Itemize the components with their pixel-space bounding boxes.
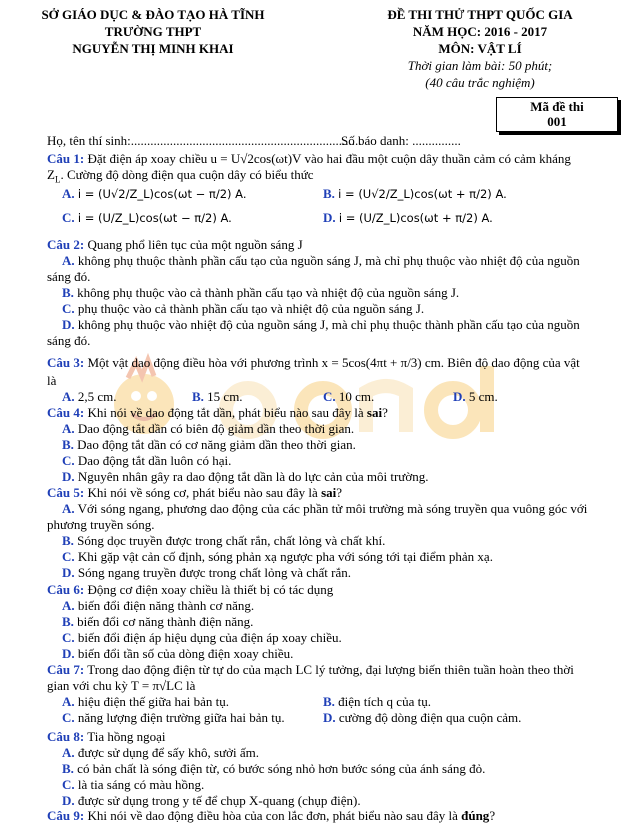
question-stem-cont: gian với chu kỳ T = π√LC là <box>47 678 196 693</box>
option-a[interactable]: i = (U√2/Z_L)cos(ωt − π/2) A. <box>77 187 247 201</box>
department-name: SỞ GIÁO DỤC & ĐÀO TẠO HÀ TĨNH <box>41 7 265 22</box>
option-a-letter: A. <box>62 745 75 760</box>
option-d-letter: D. <box>62 317 75 332</box>
option-row <box>47 389 625 405</box>
option-a-letter: A. <box>62 598 75 613</box>
question-stem: Đặt điện áp xoay chiều u = U√2cos(ωt)V vào hai đầu một cuộn dây thuần cảm có cảm kháng <box>87 151 571 166</box>
keyword-dung: đúng <box>461 808 490 823</box>
option-c[interactable]: Dao động tắt dần luôn có hại. <box>77 453 232 468</box>
option-d-letter: D. <box>62 469 75 484</box>
option-b-letter: B. <box>192 389 204 404</box>
school-year: NĂM HỌC: 2016 - 2017 <box>412 24 548 39</box>
question-stem: Khi nói về sóng cơ, phát biểu nào sau đây là <box>87 485 318 500</box>
question-mark: ? <box>336 485 343 500</box>
option-a[interactable]: hiệu điện thế giữa hai bản tụ. <box>77 694 229 709</box>
option-c-letter: C. <box>62 210 75 225</box>
school-type: TRƯỜNG THPT <box>104 24 202 39</box>
question-label: Câu 6: <box>47 582 85 597</box>
question-label: Câu 9: <box>47 808 85 823</box>
keyword-sai: sai <box>321 485 337 500</box>
option-c[interactable]: biến đổi điện áp hiệu dụng của điện áp xoay chiều. <box>77 630 342 645</box>
option-a[interactable]: Dao động tắt dần có biên độ giảm dần theo thời gian. <box>77 421 355 436</box>
option-c[interactable]: phụ thuộc vào cả thành phần cấu tạo và nhiệt độ của nguồn sáng J. <box>77 301 425 316</box>
question-label: Câu 7: <box>47 662 85 677</box>
question-stem: Động cơ điện xoay chiều là thiết bị có tác dụng <box>87 582 334 597</box>
question-mark: ? <box>489 808 496 823</box>
question-label: Câu 2: <box>47 237 85 252</box>
question-stem: Khi nói về dao động tắt dần, phát biểu nào sau đây là <box>87 405 364 420</box>
option-d[interactable]: cường độ dòng điện qua cuộn cảm. <box>338 710 522 725</box>
option-d-letter: D. <box>62 646 75 661</box>
option-d-letter: D. <box>62 793 75 808</box>
question-label: Câu 1: <box>47 151 85 166</box>
exam-code-value: 001 <box>547 114 567 129</box>
option-c[interactable]: là tia sáng có màu hồng. <box>77 777 205 792</box>
option-b-letter: B. <box>62 533 74 548</box>
question-stem: Trong dao động điện từ tự do của mạch LC lý tưởng, đại lượng biến thiên tuần hoàn theo thời <box>87 662 574 677</box>
question-5 <box>47 485 625 581</box>
option-c-letter: C. <box>323 389 336 404</box>
question-stem: Tia hồng ngoại <box>87 729 166 744</box>
school-header <box>18 6 288 57</box>
exam-header <box>335 6 625 91</box>
option-d[interactable]: Nguyên nhân gây ra dao động tắt dần là do lực cản của môi trường. <box>77 469 429 484</box>
option-b-letter: B. <box>62 614 74 629</box>
option-b-letter: B. <box>62 285 74 300</box>
candidate-id-field: Số báo danh: ............... <box>341 133 461 148</box>
option-d[interactable]: không phụ thuộc vào nhiệt độ của nguồn sáng J, mà chỉ phụ thuộc thành phần cấu tạo của nguồn <box>77 317 580 332</box>
question-9 <box>47 808 625 824</box>
option-a-cont: phương truyền sóng. <box>47 517 155 532</box>
time-limit: Thời gian làm bài: 50 phút; <box>407 58 553 73</box>
question-stem-cont: là <box>47 373 57 388</box>
option-b[interactable]: có bản chất là sóng điện từ, có bước sóng nhỏ hơn bước sóng của ánh sáng đỏ. <box>77 761 486 776</box>
option-c-letter: C. <box>62 777 75 792</box>
question-2 <box>47 237 625 349</box>
option-d[interactable]: 5 cm. <box>468 389 498 404</box>
exam-title: ĐỀ THI THỬ THPT QUỐC GIA <box>387 7 573 22</box>
keyword-sai: sai <box>366 405 383 420</box>
option-b[interactable]: Sóng dọc truyền được trong chất rắn, chất lỏng và chất khí. <box>77 533 386 548</box>
question-3 <box>47 353 625 405</box>
question-1 <box>47 151 625 231</box>
question-stem: Quang phổ liên tục của một nguồn sáng J <box>87 237 303 252</box>
question-label: Câu 5: <box>47 485 85 500</box>
option-d-letter: D. <box>323 710 336 725</box>
option-row <box>47 207 625 231</box>
option-c[interactable]: Khi gặp vật cản cố định, sóng phản xạ ngược pha với sóng tới tại điểm phản xạ. <box>77 549 493 564</box>
option-d-letter: D. <box>453 389 466 404</box>
question-label: Câu 4: <box>47 405 85 420</box>
option-c-letter: C. <box>62 453 75 468</box>
option-b[interactable]: không phụ thuộc vào cả thành phần cấu tạo và nhiệt độ của nguồn sáng J. <box>77 285 460 300</box>
question-label: Câu 8: <box>47 729 85 744</box>
option-a-letter: A. <box>62 389 75 404</box>
option-c-letter: C. <box>62 630 75 645</box>
option-b[interactable]: điện tích q của tụ. <box>338 694 431 709</box>
question-stem-cont: $Z_L$. Cường độ dòng điện qua cuộn dây có biểu thức <box>47 167 314 185</box>
option-c-letter: C. <box>62 549 75 564</box>
question-8 <box>47 729 625 809</box>
question-stem: Một vật dao động điều hòa với phương trình x = 5cos(4πt + π/3) cm. Biên độ dao động của vật <box>87 355 580 370</box>
option-a[interactable]: không phụ thuộc thành phần cấu tạo của nguồn sáng J, mà chỉ phụ thuộc vào nhiệt độ của nguồn <box>77 253 580 268</box>
option-d-cont: sáng đó. <box>47 333 91 348</box>
option-b[interactable]: 15 cm. <box>207 389 243 404</box>
option-a-letter: A. <box>62 421 75 436</box>
option-a-letter: A. <box>62 253 75 268</box>
option-a[interactable]: 2,5 cm. <box>77 389 117 404</box>
question-label: Câu 3: <box>47 355 85 370</box>
option-d[interactable]: i = (U/Z_L)cos(ωt + π/2) A. <box>338 211 493 225</box>
option-b-letter: B. <box>62 761 74 776</box>
option-a-letter: A. <box>62 186 75 201</box>
option-b[interactable]: i = (U√2/Z_L)cos(ωt + π/2) A. <box>338 187 507 201</box>
option-d[interactable]: được sử dụng trong y tế để chụp X-quang (chụp điện). <box>77 793 361 808</box>
option-b-letter: B. <box>62 437 74 452</box>
option-c-letter: C. <box>62 301 75 316</box>
option-a[interactable]: biến đổi điện năng thành cơ năng. <box>77 598 255 613</box>
option-a-cont: sáng đó. <box>47 269 91 284</box>
question-7 <box>47 662 625 726</box>
exam-code-box <box>496 97 618 132</box>
option-d[interactable]: biến đổi tần số của dòng điện xoay chiều. <box>77 646 294 661</box>
option-c[interactable]: năng lượng điện trường giữa hai bản tụ. <box>77 710 285 725</box>
option-row <box>47 710 625 726</box>
option-b[interactable]: Dao động tắt dần có cơ năng giảm dần theo thời gian. <box>77 437 356 452</box>
question-stem: Khi nói về dao động điều hòa của con lắc đơn, phát biểu nào sau đây là <box>87 808 458 823</box>
subject: MÔN: VẬT LÍ <box>438 41 522 56</box>
option-a-letter: A. <box>62 501 75 516</box>
question-4 <box>47 405 625 485</box>
option-b[interactable]: biến đổi cơ năng thành điện năng. <box>77 614 254 629</box>
exam-code-label: Mã đề thi <box>530 99 584 114</box>
question-6 <box>47 582 625 662</box>
candidate-name-field: Họ, tên thí sinh:....................................................................... <box>47 133 362 148</box>
question-mark: ? <box>382 405 388 420</box>
option-a[interactable]: Với sóng ngang, phương dao động của các phần tử môi trường mà sóng truyền qua vuông góc với <box>77 501 588 516</box>
option-b-letter: B. <box>323 186 335 201</box>
candidate-info <box>47 133 627 148</box>
option-b-letter: B. <box>323 694 335 709</box>
option-a-letter: A. <box>62 694 75 709</box>
option-d-letter: D. <box>62 565 75 580</box>
school-name: NGUYỄN THỊ MINH KHAI <box>72 41 234 56</box>
option-row <box>47 183 625 207</box>
option-c-letter: C. <box>62 710 75 725</box>
option-d-letter: D. <box>323 210 336 225</box>
option-row <box>47 694 625 710</box>
option-c[interactable]: i = (U/Z_L)cos(ωt − π/2) A. <box>77 211 232 225</box>
option-a[interactable]: được sử dụng để sấy khô, sưởi ấm. <box>77 745 260 760</box>
question-count: (40 câu trắc nghiệm) <box>425 75 535 90</box>
option-c[interactable]: 10 cm. <box>338 389 375 404</box>
option-d[interactable]: Sóng ngang truyền được trong chất lỏng và chất rắn. <box>77 565 352 580</box>
